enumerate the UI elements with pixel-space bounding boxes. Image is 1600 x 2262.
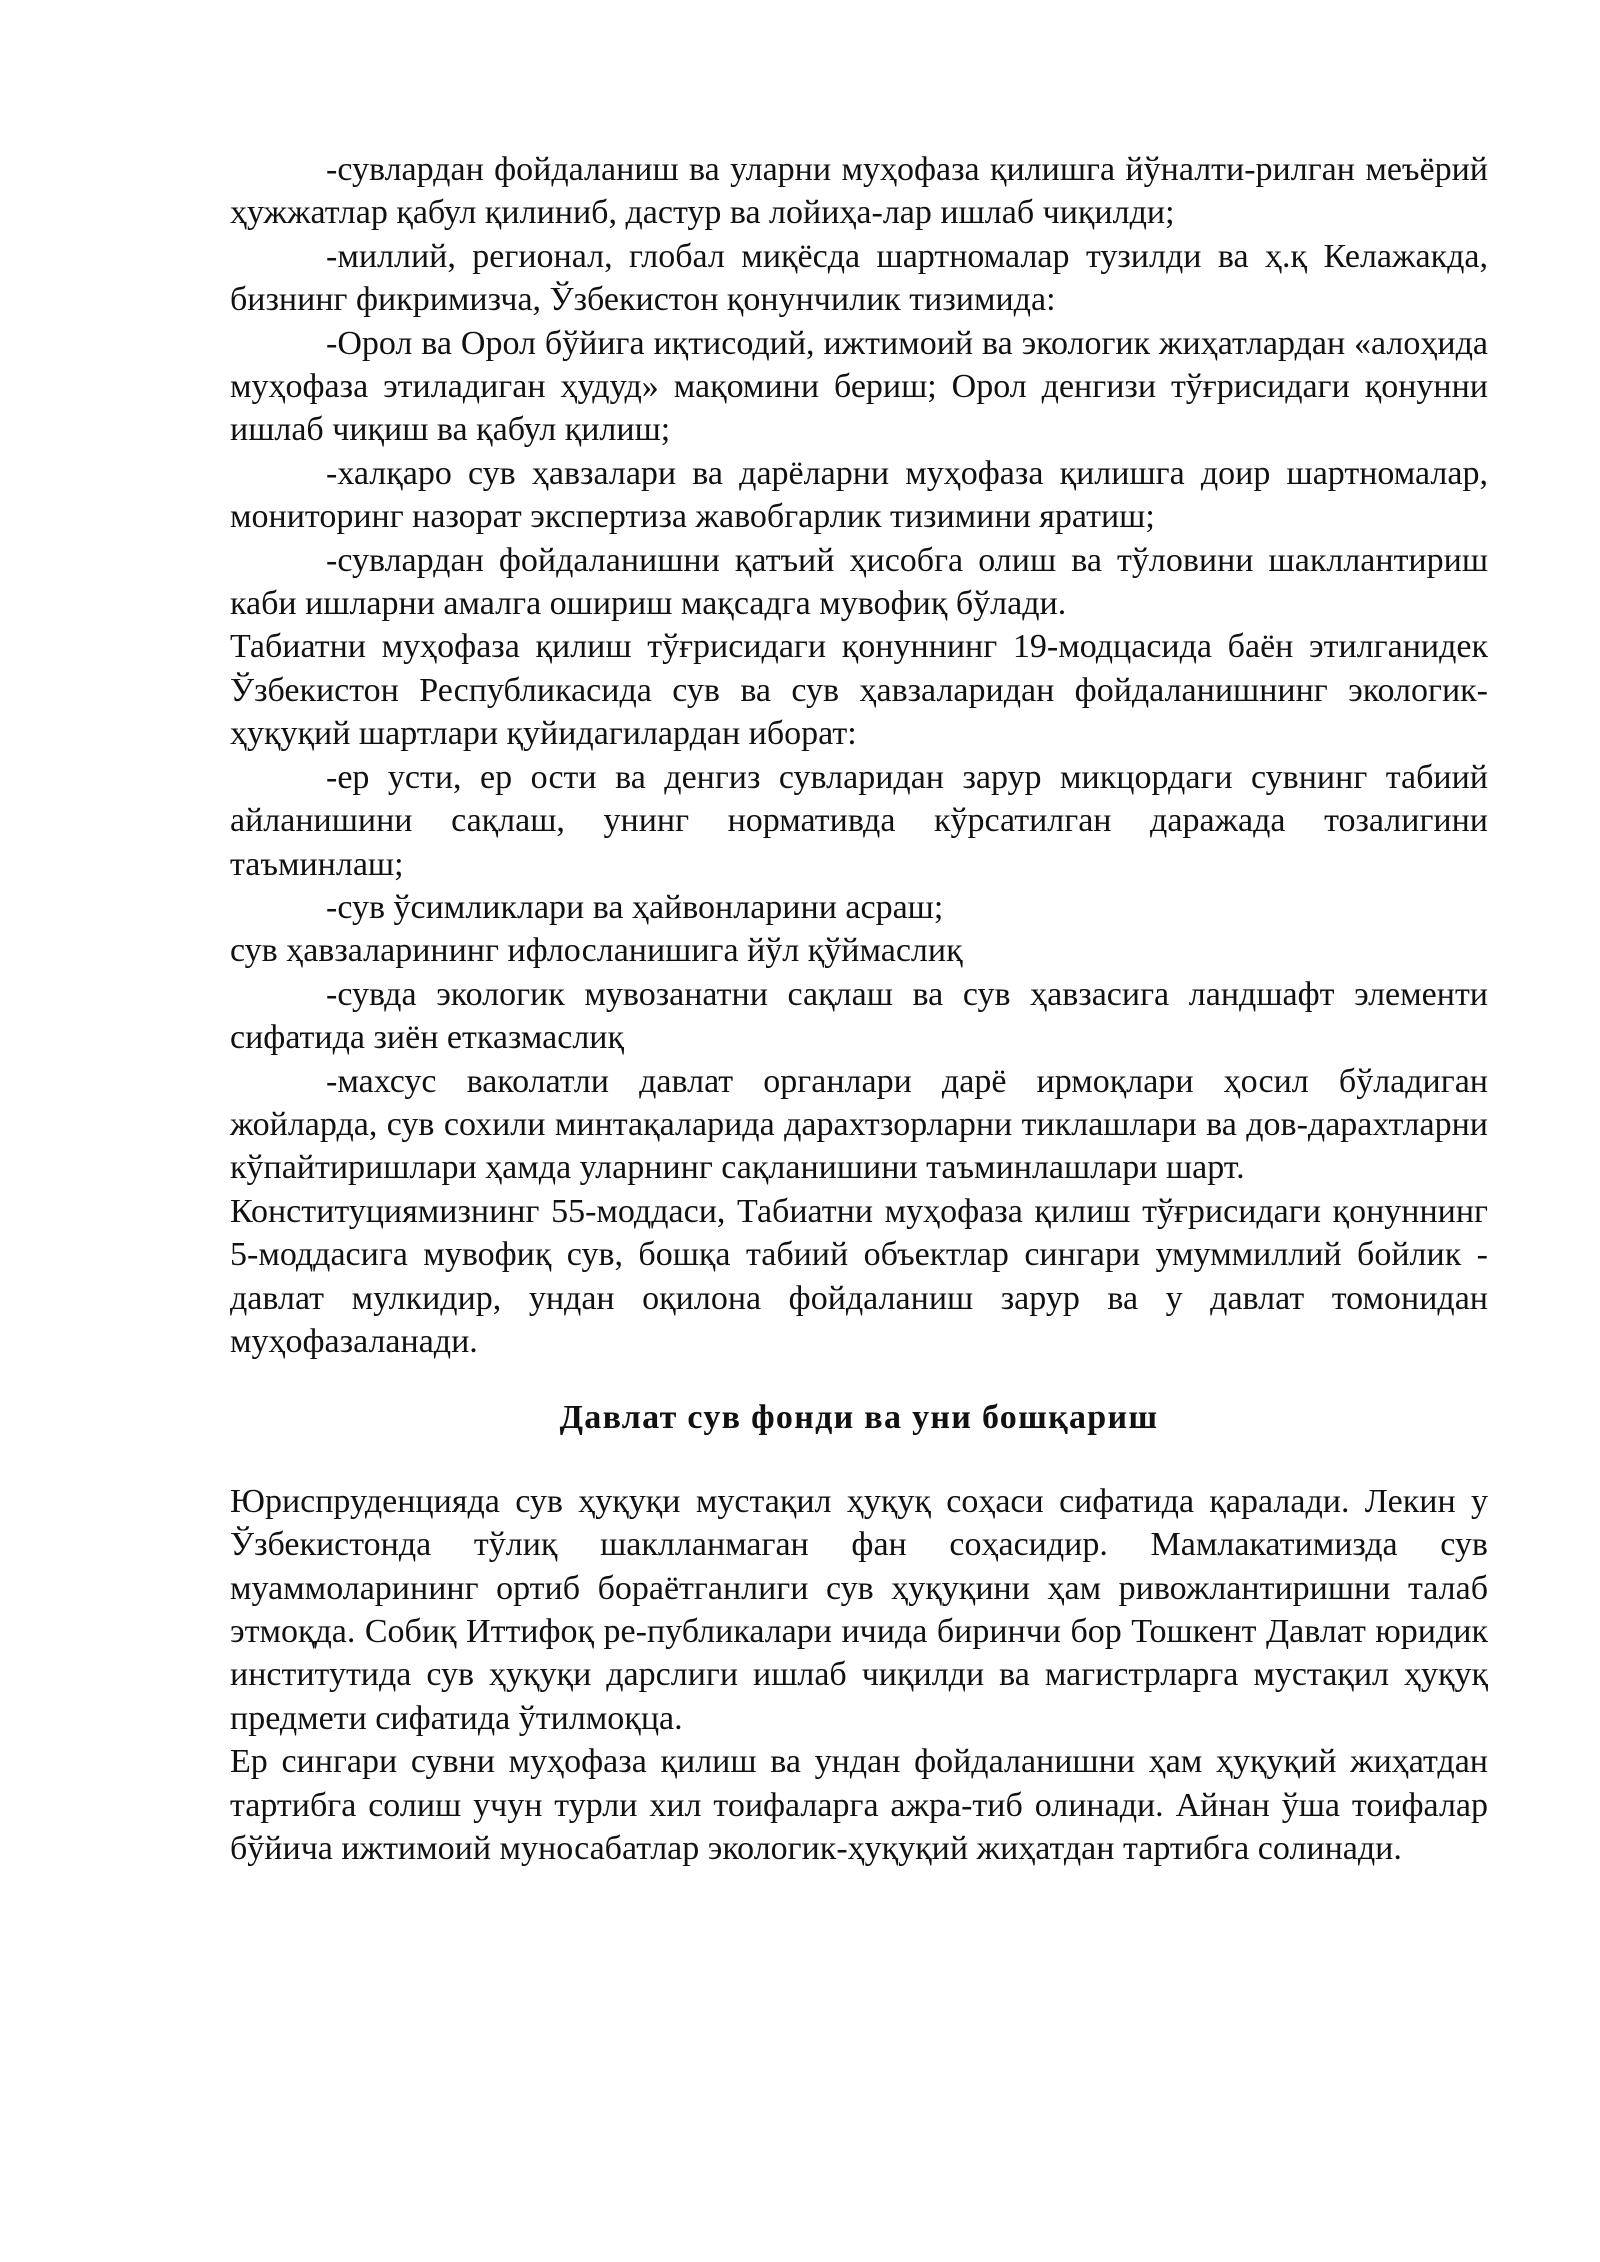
paragraph: Юриспруденцияда сув ҳуқуқи мустақил ҳуқуқ соҳаси сифатида қаралади. Лекин у Ўзбекистонда тўлиқ шаклланмаган фан соҳасидир. Мамлакатимизда сув муаммоларининг ортиб бораётганлиги сув ҳуқуқини ҳам ривожлантиришни талаб этмоқда. Собиқ Иттифоқ ре-публикалари ичида биринчи бор Тошкент Давлат юридик институтида сув ҳуқуқи дарслиги ишлаб чиқилди ва магистрларга мустақил ҳуқуқ предмети сифатида ўтилмоқца. [230, 1482, 1488, 1737]
paragraph: -ер усти, ер ости ва денгиз сувларидан зарур микцордаги сувнинг табиий айланишини сақлаш, унинг нормативда кўрсатилган даражада тозалигини таъминлаш; [230, 758, 1488, 883]
paragraph: -сув ўсимликлари ва ҳайвонларини асраш; [326, 888, 944, 926]
paragraph: -сувлардан фойдаланиш ва уларни муҳофаза қилишга йўналти-рилган меъёрий ҳужжатлар қабул қилиниб, дастур ва лойиҳа-лар ишлаб чиқилди; [230, 151, 1488, 232]
paragraph: -махсус ваколатли давлат органлари дарё ирмоқлари ҳосил бўладиган жойларда, сув сохили минтақаларида дарахтзорларни тиклашлари ва дов-дарахтларни кўпайтиришлари ҳамда уларнинг сақланишини таъминлашлари шарт. [230, 1062, 1488, 1187]
body-text-bottom [230, 1480, 1488, 1871]
document-page [230, 148, 1488, 1870]
paragraph: -Орол ва Орол бўйига иқтисодий, ижтимоий ва экологик жиҳатлардан «алоҳида муҳофаза этиладиган ҳудуд» мақомини бериш; Орол денгизи тўғрисидаги қонунни ишлаб чиқиш ва қабул қилиш; [230, 324, 1488, 449]
section-heading: Давлат сув фонди ва уни бошқариш [559, 1399, 1159, 1437]
paragraph: сув ҳавзаларининг ифлосланишига йўл қўймаслиқ [230, 932, 963, 970]
paragraph: -халқаро сув ҳавзалари ва дарёларни муҳофаза қилишга доир шартномалар, мониторинг назорат экспертиза жавобгарлик тизимини яратиш; [230, 454, 1488, 536]
paragraph: -сувлардан фойдаланишни қатъий ҳисобга олиш ва тўловини шакллантириш каби ишларни амалга ошириш мақсадга мувофиқ бўлади. [230, 541, 1488, 623]
paragraph: Табиатни муҳофаза қилиш тўғрисидаги қонуннинг 19-модцасида баён этилганидек Ўзбекистон Республикасида сув ва сув ҳавзаларидан фойдаланишнинг экологик-ҳуқуқий шартлари қуйидагилардан иборат: [230, 628, 1488, 753]
paragraph: -миллий, регионал, глобал миқёсда шартномалар тузилди ва ҳ.қ Келажакда, бизнинг фикримизча, Ўзбекистон қонунчилик тизимида: [230, 237, 1488, 319]
paragraph: -сувда экологик мувозанатни сақлаш ва сув ҳавзасига ландшафт элементи сифатида зиён етказмаслиқ [230, 975, 1488, 1057]
body-text-top [230, 148, 1488, 1363]
paragraph: Конституциямизнинг 55-моддаси, Табиатни муҳофаза қилиш тўғрисидаги қонуннинг 5-моддасига мувофиқ сув, бошқа табиий объектлар сингари умуммиллий бойлик - давлат мулкидир, ундан оқилона фойдаланиш зарур ва у давлат томонидан муҳофазаланади. [230, 1192, 1488, 1360]
paragraph: Ер сингари сувни муҳофаза қилиш ва ундан фойдаланишни ҳам ҳуқуқий жиҳатдан тартибга солиш учун турли хил тоифаларга ажра-тиб олинади. Айнан ўша тоифалар бўйича ижтимоий муносабатлар экологик-ҳуқуқий жиҳатдан тартибга солинади. [230, 1743, 1488, 1868]
